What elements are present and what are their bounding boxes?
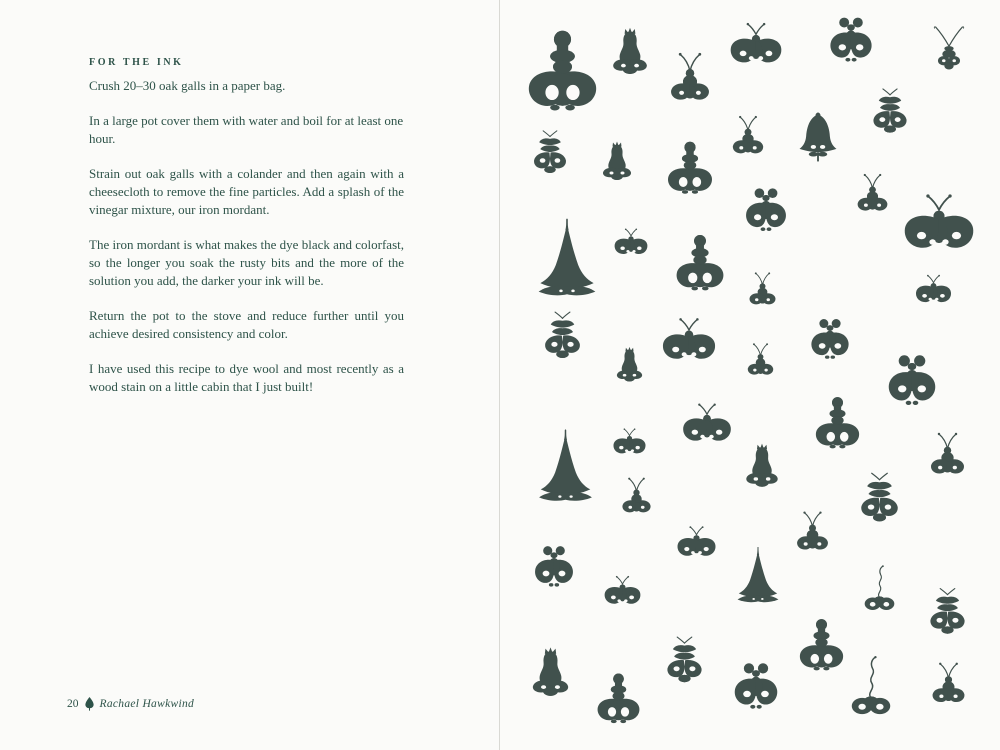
inkblot-stack: [847, 464, 912, 541]
inkblot-butterfly: [521, 541, 587, 598]
inkblot-slim: [920, 12, 978, 92]
inkblot-bug: [655, 46, 725, 120]
author-name: Rachael Hawkwind: [99, 698, 195, 710]
inkblot-moth: [607, 224, 655, 268]
inkblot-stack: [917, 584, 978, 648]
inkblot-gourd: [592, 115, 642, 215]
inkblot-bug: [720, 95, 776, 185]
inkblot-bug: [919, 651, 978, 725]
recipe-text-block: [89, 57, 404, 413]
inkblot-bug: [737, 337, 784, 390]
inkblot-butterfly: [724, 657, 788, 722]
inkblot-bug: [784, 504, 841, 568]
paragraph: Crush 20–30 oak galls in a paper bag.: [89, 78, 286, 93]
inkblot-gourd: [519, 637, 582, 717]
inkblot-moth: [905, 270, 962, 317]
section-heading: FOR THE INK: [89, 57, 184, 68]
inkblot-lamp: [589, 667, 648, 732]
inkblot-pine: [524, 204, 610, 314]
inkblot-squiggle: [834, 630, 908, 745]
inkblot-squiggle: [851, 561, 908, 618]
inkblot-bell: [785, 92, 851, 190]
page-footer: [67, 697, 194, 711]
inkblot-butterfly: [877, 344, 947, 424]
paragraph: I have used this recipe to dye wool and most recently as a wood stain on a little cabin that I just built!: [89, 361, 404, 394]
inkblot-pine: [727, 537, 789, 615]
inkblot-pine: [524, 427, 607, 507]
inkblot-moth: [604, 424, 655, 467]
page-number: 20: [67, 698, 79, 710]
inkblot-bug: [735, 269, 790, 317]
inkblot-bug: [917, 427, 978, 491]
inkblot-moth: [594, 571, 651, 619]
inkblot-lamp: [656, 138, 724, 200]
leaf-icon: [85, 697, 94, 711]
inkblot-butterfly: [736, 179, 796, 247]
right-page: [500, 0, 1000, 750]
paragraph: The iron mordant is what makes the dye black and colorfast, so the longer you soak the rusty bits and the more of the solution you add, the darker your ink will be.: [89, 237, 404, 288]
inkblot-stack: [527, 309, 598, 371]
inkblot-gourd: [734, 434, 790, 506]
inkblot-gourd: [607, 344, 652, 392]
inkblot-butterfly: [799, 314, 861, 370]
inkblot-moth: [654, 311, 724, 381]
inkblot-stack: [654, 627, 715, 702]
inkblot-lamp: [667, 227, 733, 301]
paragraph: Strain out oak galls with a colander and then again with a cheesecloth to remove the fine particles. Add a splash of the vinegar mixture, our iron mordant.: [89, 166, 404, 217]
paragraph: In a large pot cover them with water and boil for at least one hour.: [89, 113, 404, 146]
paragraph: Return the pot to the stove and reduce further until you achieve desired consistency and color.: [89, 308, 404, 341]
inkblot-butterfly: [820, 8, 882, 78]
inkblot-moth: [671, 397, 743, 461]
inkblot-bug: [609, 474, 664, 526]
inkblot-gourd: [600, 6, 660, 106]
inkblot-stack: [858, 86, 922, 145]
inkblot-lamp: [807, 384, 868, 464]
inkblot-stack: [518, 128, 582, 185]
inkblot-moth: [722, 14, 790, 86]
inkblot-moth: [890, 185, 988, 277]
inkblot-lamp: [515, 25, 610, 120]
inkblot-moth: [664, 521, 729, 572]
